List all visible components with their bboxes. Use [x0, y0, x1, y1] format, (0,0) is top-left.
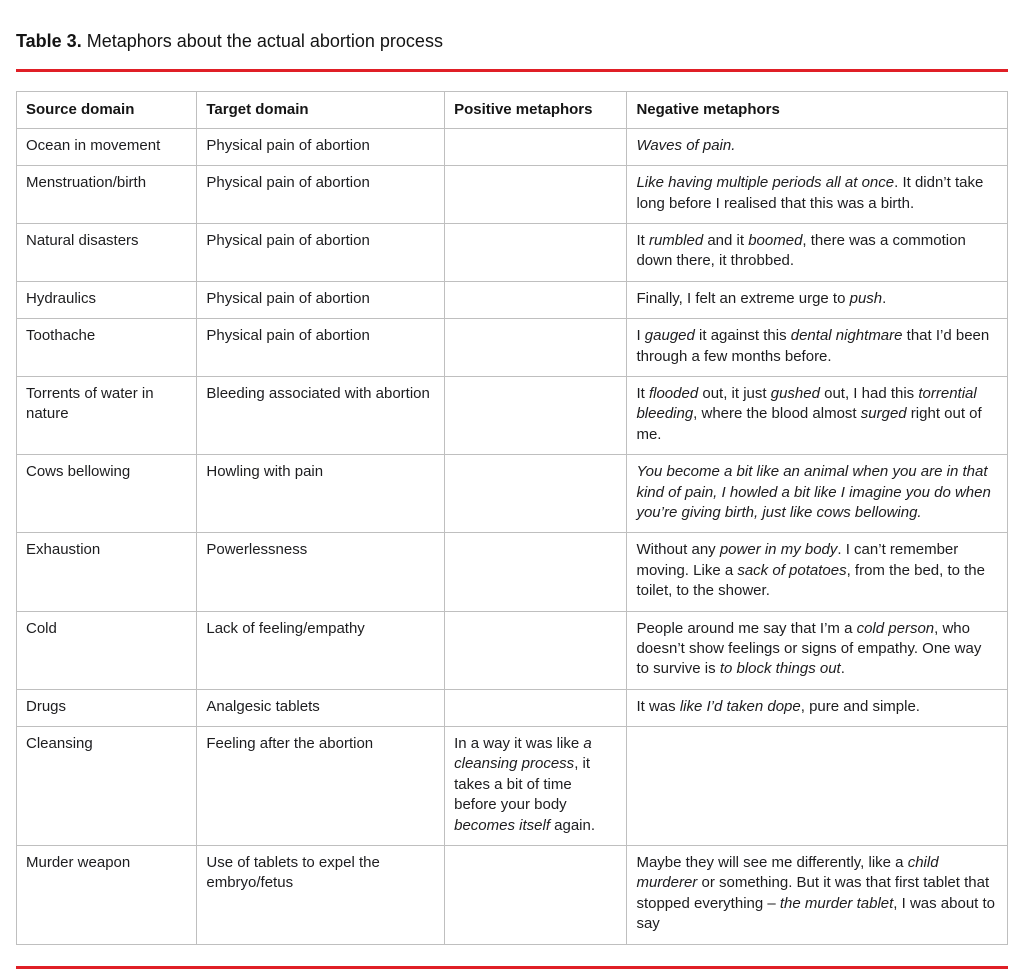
source-domain-cell: Drugs — [17, 689, 197, 726]
table-row — [17, 727, 1008, 846]
source-domain-cell: Exhaustion — [17, 533, 197, 611]
negative-metaphors-cell: Maybe they will see me differently, like a child murderer or something. But it was that first tablet that stopped everything – the murder tablet, I was about to say — [627, 846, 1008, 945]
target-domain-cell: Physical pain of abortion — [197, 224, 445, 282]
positive-metaphors-cell — [445, 533, 627, 611]
negative-metaphors-cell: Like having multiple periods all at once. It didn’t take long before I realised that this was a birth. — [627, 166, 1008, 224]
table-row — [17, 377, 1008, 455]
source-domain-cell: Cows bellowing — [17, 455, 197, 533]
target-domain-cell: Physical pain of abortion — [197, 319, 445, 377]
metaphors-table — [16, 91, 1008, 945]
table-row — [17, 846, 1008, 945]
negative-metaphors-cell: It flooded out, it just gushed out, I had this torrential bleeding, where the blood almost surged right out of me. — [627, 377, 1008, 455]
source-domain-cell: Cleansing — [17, 727, 197, 846]
table-row — [17, 689, 1008, 726]
positive-metaphors-cell — [445, 377, 627, 455]
table-row — [17, 611, 1008, 689]
column-header-target-domain: Target domain — [197, 91, 445, 128]
table-row — [17, 533, 1008, 611]
table-row — [17, 224, 1008, 282]
source-domain-cell: Hydraulics — [17, 281, 197, 318]
column-header-source-domain: Source domain — [17, 91, 197, 128]
negative-metaphors-cell: Without any power in my body. I can’t remember moving. Like a sack of potatoes, from the bed, to the toilet, to the shower. — [627, 533, 1008, 611]
table-row — [17, 319, 1008, 377]
table-row — [17, 166, 1008, 224]
negative-metaphors-cell: You become a bit like an animal when you are in that kind of pain, I howled a bit like I imagine you do when you’re giving birth, just like cows bellowing. — [627, 455, 1008, 533]
source-domain-cell: Menstruation/birth — [17, 166, 197, 224]
target-domain-cell: Lack of feeling/empathy — [197, 611, 445, 689]
positive-metaphors-cell — [445, 224, 627, 282]
positive-metaphors-cell — [445, 611, 627, 689]
column-header-negative-metaphors: Negative metaphors — [627, 91, 1008, 128]
positive-metaphors-cell — [445, 128, 627, 165]
negative-metaphors-cell: Waves of pain. — [627, 128, 1008, 165]
target-domain-cell: Physical pain of abortion — [197, 281, 445, 318]
target-domain-cell: Analgesic tablets — [197, 689, 445, 726]
header-row — [17, 91, 1008, 128]
table-header — [17, 91, 1008, 128]
positive-metaphors-cell: In a way it was like a cleansing process, it takes a bit of time before your body becomes itself again. — [445, 727, 627, 846]
positive-metaphors-cell — [445, 281, 627, 318]
target-domain-cell: Physical pain of abortion — [197, 128, 445, 165]
positive-metaphors-cell — [445, 319, 627, 377]
table-row — [17, 128, 1008, 165]
column-header-positive-metaphors: Positive metaphors — [445, 91, 627, 128]
top-divider-rule — [16, 69, 1008, 72]
target-domain-cell: Bleeding associated with abortion — [197, 377, 445, 455]
negative-metaphors-cell: It was like I’d taken dope, pure and simple. — [627, 689, 1008, 726]
positive-metaphors-cell — [445, 689, 627, 726]
bottom-divider-rule — [16, 966, 1008, 969]
negative-metaphors-cell: I gauged it against this dental nightmare that I’d been through a few months before. — [627, 319, 1008, 377]
table-caption-text: Metaphors about the actual abortion process — [86, 31, 443, 51]
negative-metaphors-cell — [627, 727, 1008, 846]
target-domain-cell: Physical pain of abortion — [197, 166, 445, 224]
source-domain-cell: Cold — [17, 611, 197, 689]
target-domain-cell: Feeling after the abortion — [197, 727, 445, 846]
negative-metaphors-cell: People around me say that I’m a cold person, who doesn’t show feelings or signs of empathy. One way to survive is to block things out. — [627, 611, 1008, 689]
table-row — [17, 281, 1008, 318]
source-domain-cell: Natural disasters — [17, 224, 197, 282]
positive-metaphors-cell — [445, 455, 627, 533]
positive-metaphors-cell — [445, 166, 627, 224]
source-domain-cell: Ocean in movement — [17, 128, 197, 165]
target-domain-cell: Use of tablets to expel the embryo/fetus — [197, 846, 445, 945]
table-body — [17, 128, 1008, 944]
source-domain-cell: Toothache — [17, 319, 197, 377]
source-domain-cell: Torrents of water in nature — [17, 377, 197, 455]
negative-metaphors-cell: Finally, I felt an extreme urge to push. — [627, 281, 1008, 318]
table-row — [17, 455, 1008, 533]
positive-metaphors-cell — [445, 846, 627, 945]
target-domain-cell: Howling with pain — [197, 455, 445, 533]
table-caption-label: Table 3. — [16, 31, 82, 51]
table-caption — [16, 30, 1008, 53]
source-domain-cell: Murder weapon — [17, 846, 197, 945]
target-domain-cell: Powerlessness — [197, 533, 445, 611]
negative-metaphors-cell: It rumbled and it boomed, there was a commotion down there, it throbbed. — [627, 224, 1008, 282]
